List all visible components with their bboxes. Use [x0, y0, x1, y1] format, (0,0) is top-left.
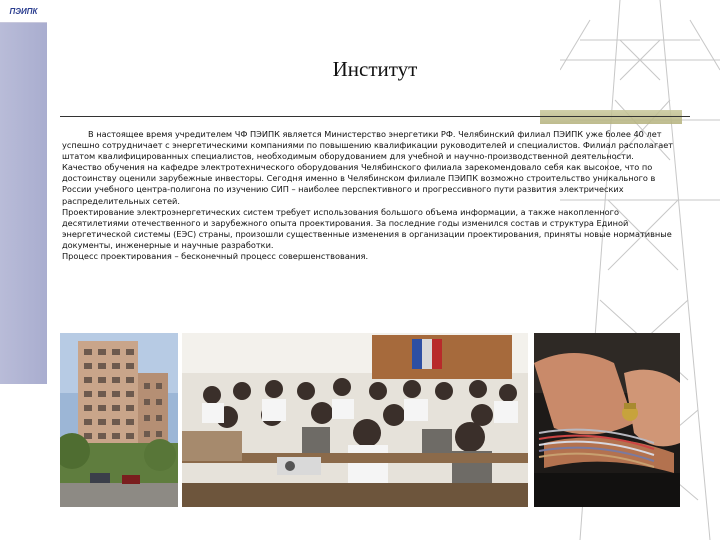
- paragraph-2: Качество обучения на кафедре электротехнического оборудования Челябинского филиала зарекомендовало себя как высокое, что по достоинству оценили зарубежные инвесторы. Сегодня именно в Челябинском филиале ПЭИПК возможно строительство уникального в России учебного центра-полигона по изучению СИП – наиболее перспективного и прогрессивного пути развития электрических распределительных сетей.: [62, 162, 656, 206]
- paragraph-1: В настоящее время учредителем ЧФ ПЭИПК является Министерство энергетики РФ. Челябинский филиал ПЭИПК уже более 40 лет успешно сотрудничает с энергетическими компаниями по повышению квалификации руководителей и специалистов. Филиал располагает штатом квалифицированных специалистов, необходимым оборудованием для учебной и научно-производственной деятельности.: [62, 129, 674, 162]
- paragraph-4: Процесс проектирования – бесконечный процесс совершенствования.: [62, 251, 369, 262]
- slide-title: Институт: [332, 57, 418, 81]
- cable-photo: [534, 333, 680, 507]
- title-accent-block: [540, 110, 682, 124]
- logo-text: ПЭИПК: [9, 6, 38, 16]
- classroom-photo: [182, 333, 528, 507]
- company-logo: [0, 0, 47, 23]
- title-divider: [60, 116, 690, 117]
- body-text: [62, 129, 682, 262]
- paragraph-3: Проектирование электроэнергетических систем требует использования большого объема информации, а также накопленного десятилетиями отечественного и зарубежного опыта проектирования. За последние годы изменился состав и структура Единой энергетической системы (ЕЭС) страны, произошли существенные изменения в организации проектирования, приняты новые нормативные документы, инженерные и научные разработки.: [62, 206, 672, 250]
- building-photo: [60, 333, 178, 507]
